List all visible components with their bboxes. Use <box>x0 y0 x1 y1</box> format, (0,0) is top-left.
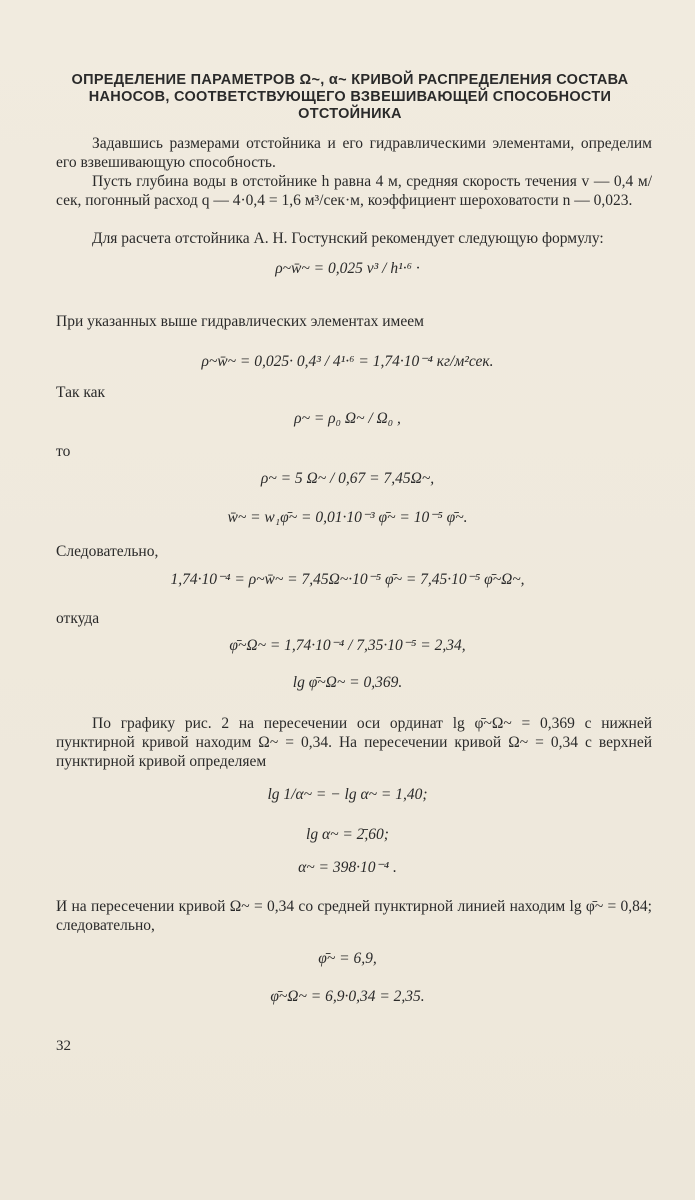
formula-1: ρ~w̄~ = 0,025 v³ / h¹·⁶ · <box>275 260 420 277</box>
paragraph-7: Следовательно, <box>56 543 159 560</box>
paragraph-2: Пусть глубина воды в отстойнике h равна 4 м, средняя скорость течения v — 0,4 м/сек, погонный расход q — 4·0,4 = 1,6 м³/сек·м, коэффициент шероховатости n — 0,023. <box>56 173 652 209</box>
formula-7: φ̄~Ω~ = 1,74·10⁻⁴ / 7,35·10⁻⁵ = 2,34, <box>229 637 466 654</box>
formula-11: α~ = 398·10⁻⁴ . <box>298 859 397 876</box>
paragraph-8: откуда <box>56 610 100 627</box>
formula-5: w̄~ = w₁φ̄~ = 0,01·10⁻³ φ̄~ = 10⁻⁵ φ̄~. <box>227 509 468 526</box>
formula-8: lg φ̄~Ω~ = 0,369. <box>292 674 403 691</box>
formula-2: ρ~w̄~ = 0,025· 0,4³ / 4¹·⁶ = 1,74·10⁻⁴ кг/м²сек. <box>201 353 494 370</box>
section-title-line-3: ОТСТОЙНИКА <box>298 106 402 122</box>
section-title-line-1: ОПРЕДЕЛЕНИЕ ПАРАМЕТРОВ Ω~, α~ КРИВОЙ РАСПРЕДЕЛЕНИЯ СОСТАВА <box>71 72 629 88</box>
page-number: 32 <box>56 1038 71 1054</box>
paragraph-5: Так как <box>56 384 106 401</box>
paragraph-10: И на пересечении кривой Ω~ = 0,34 со средней пунктирной линией находим lg φ̄~ = 0,84; следовательно, <box>56 898 652 934</box>
paragraph-1: Задавшись размерами отстойника и его гидравлическими элементами, определим его взвешивающую способность. <box>56 135 652 171</box>
formula-4: ρ~ = 5 Ω~ / 0,67 = 7,45Ω~, <box>260 470 435 487</box>
paragraph-6: то <box>56 443 71 460</box>
paragraph-3: Для расчета отстойника А. Н. Гостунский рекомендует следующую формулу: <box>92 230 604 247</box>
formula-10: lg α~ = 2̄,60; <box>306 826 389 843</box>
section-title-line-2: НАНОСОВ, СООТВЕТСТВУЮЩЕГО ВЗВЕШИВАЮЩЕЙ СПОСОБНОСТИ <box>88 89 612 105</box>
formula-3: ρ~ = ρ₀ Ω~ / Ω₀ , <box>294 410 401 427</box>
paragraph-4: При указанных выше гидравлических элементах имеем <box>56 313 424 330</box>
paragraph-9: По графику рис. 2 на пересечении оси ординат lg φ̄~Ω~ = 0,369 с нижней пунктирной кривой находим Ω~ = 0,34. На пересечении кривой Ω~ = 0,34 с верхней пунктирной кривой определяем <box>56 715 652 770</box>
formula-6: 1,74·10⁻⁴ = ρ~w̄~ = 7,45Ω~·10⁻⁵ φ̄~ = 7,45·10⁻⁵ φ̄~Ω~, <box>170 571 525 588</box>
formula-13: φ̄~Ω~ = 6,9·0,34 = 2,35. <box>270 988 425 1005</box>
formula-12: φ̄~ = 6,9, <box>318 950 377 967</box>
formula-9: lg 1/α~ = − lg α~ = 1,40; <box>267 786 428 803</box>
